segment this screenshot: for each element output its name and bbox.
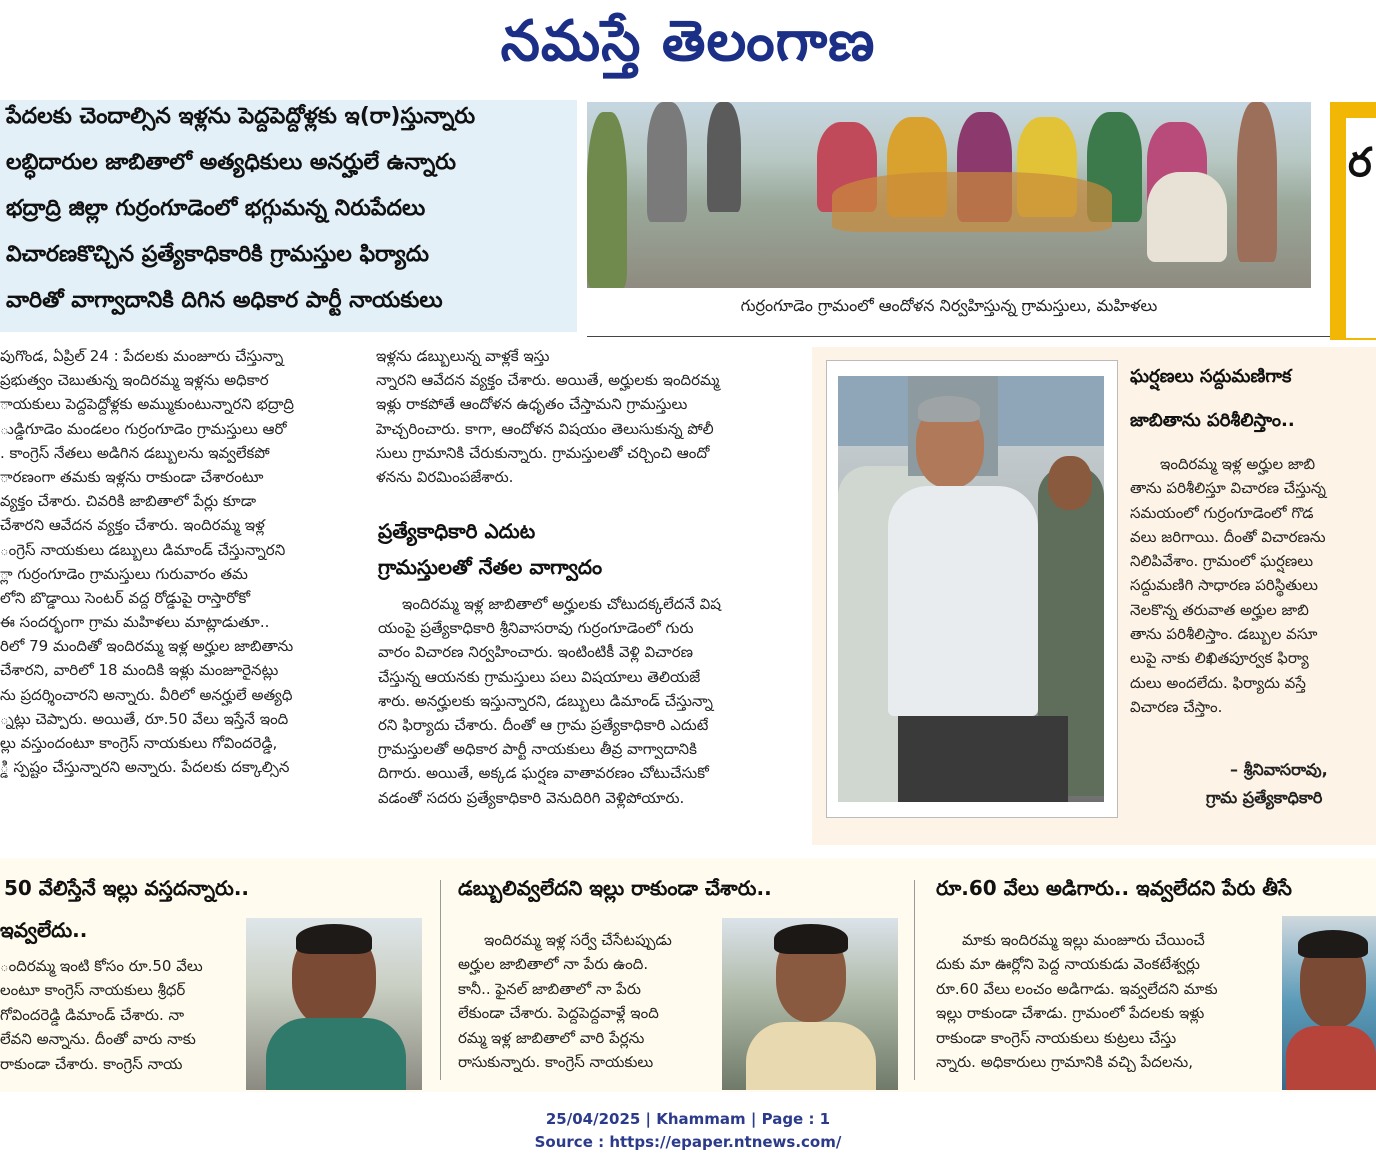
- text-line: లోని బొడ్డాయి సెంటర్ వద్ద రోడ్డుపై రాస్తారోకో: [0, 588, 251, 607]
- text-line: న్నారు. అధికారులు గ్రామానికి వచ్చి పేదలను,: [936, 1052, 1193, 1071]
- text-line: ఇందిరమ్మ ఇళ్ల సర్వే చేసేటప్పుడు: [484, 931, 672, 949]
- headline-2: లబ్ధిదారుల జాబితాలో అత్యధికులు అనర్హులే ఉన్నారు: [6, 150, 456, 175]
- text-line: ారణంగా తమకు ఇళ్లను రాకుండా చేశారంటూ: [0, 467, 264, 486]
- text-line: ఈ సందర్భంగా గ్రామ మహిళలు మాట్లాడుతూ..: [0, 613, 270, 632]
- text-line: శారు. అనర్హులకు ఇస్తున్నారని, డబ్బులు డిమాండ్ చేస్తున్నా: [378, 691, 713, 710]
- subheading-2: గ్రామస్తులతో నేతల వాగ్వాదం: [378, 555, 603, 579]
- text-line: . కాంగ్రెస్ నేతలు అడిగిన డబ్బులను ఇవ్వలేకపో: [0, 443, 270, 462]
- text-line: తాను పరిశీలిస్తాం. డబ్బుల వసూ: [1130, 625, 1318, 644]
- text-line: మాకు ఇందిరమ్మ ఇల్లు మంజూరు చేయించే: [962, 931, 1205, 949]
- article-column-1: [0, 344, 368, 779]
- text-line: ాయకులు పెద్దపెద్దోళ్లకు అమ్ముకుంటున్నారని భద్రాద్రి: [0, 395, 295, 414]
- text-line: లుపై నాకు లిఖితపూర్వక ఫిర్యా: [1130, 649, 1309, 668]
- text-line: సులు గ్రామానికి చేరుకున్నారు. గ్రామస్తులతో చర్చించి ఆందో: [376, 443, 710, 462]
- text-line: ఇల్లు రాకుండా చేశాడు. గ్రామంలో పేదలకు ఇళ్లు: [936, 1004, 1205, 1023]
- promo-text: ర: [1348, 140, 1372, 186]
- signature-name: – శ్రీనివాసరావు,: [1230, 760, 1328, 779]
- protest-photo: [587, 102, 1311, 288]
- headline-3: భద్రాద్రి జిల్లా గుర్రంగూడెంలో భగ్గుమన్న నిరుపేదలు: [6, 196, 426, 221]
- text-line: కానీ.. ఫైనల్ జాబితాలో నా పేరు: [458, 979, 641, 998]
- subheading-1: ప్రత్యేకాధికారి ఎదుట: [378, 519, 536, 543]
- text-line: దులు అందలేదు. ఫిర్యాదు వస్తే: [1130, 673, 1306, 692]
- column-divider: [440, 880, 441, 1080]
- article-column-2: [376, 344, 796, 489]
- headline-5: వారితో వాగ్వాదానికి దిగిన అధికార పార్టీ నాయకులు: [6, 288, 443, 313]
- text-line: రాసుకున్నారు. కాంగ్రెస్ నాయకులు: [458, 1052, 654, 1071]
- text-line: ఇందిరమ్మ ఇళ్ల జాబితాలో అర్హులకు చోటుదక్కలేదనే విష: [402, 595, 721, 613]
- text-line: సద్దుమణిగి సాధారణ పరిస్థితులు: [1130, 576, 1318, 595]
- article-column-2-lower: [378, 592, 796, 810]
- text-line: చేశారని ఆవేదన వ్యక్తం చేశారు. ఇందిరమ్మ ఇళ్ల: [0, 516, 265, 535]
- text-line: వడంతో సదరు ప్రత్యేకాధికారి వెనుదిరిగి వెళ్లిపోయారు.: [378, 788, 685, 807]
- newspaper-logo: నమస్తే తెలంగాణ: [500, 8, 876, 74]
- text-line: రాకుండా చేశారు. కాంగ్రెస్ నాయ: [0, 1054, 183, 1073]
- text-line: దుకు మా ఊర్లోని పెద్ద నాయకుడు వెంకటేశ్వర్లు: [936, 955, 1200, 974]
- quote-b-heading: డబ్బులివ్వలేదని ఇల్లు రాకుండా చేశారు..: [458, 876, 772, 900]
- quote-c-heading: రూ.60 వేలు అడిగారు.. ఇవ్వలేదని పేరు తీసే: [936, 876, 1292, 900]
- text-line: ్నట్లు చెప్పారు. అయితే, రూ.50 వేలు ఇస్తేనే ఇంది: [0, 709, 289, 728]
- woman-photo-a: [246, 918, 422, 1090]
- text-line: ్లా గుర్రంగూడెం గ్రామస్తులు గురువారం తమ: [0, 564, 248, 583]
- quote-c-body: [936, 928, 1280, 1074]
- text-line: లంటూ కాంగ్రెస్ నాయకులు శ్రీధర్: [0, 981, 186, 1000]
- text-line: లేకుండా చేశారు. పెద్దపెద్దవాళ్లే ఇంది: [458, 1004, 659, 1023]
- interview-heading-2: జాబితాను పరిశీలిస్తాం..: [1130, 410, 1295, 431]
- signature-title: గ్రామ ప్రత్యేకాధికారి: [1206, 788, 1323, 807]
- text-line: ను ప్రదర్శించారని అన్నారు. వీరిలో అనర్హులే అత్యధి: [0, 685, 293, 704]
- text-line: ఇళ్లు రాకపోతే ఆందోళన ఉధృతం చేస్తామని గ్రామస్తులు: [376, 395, 688, 414]
- text-line: యంపై ప్రత్యేకాధికారి శ్రీనివాసరావు గుర్రంగూడెంలో గురు: [378, 619, 694, 638]
- text-line: సమయంలో గుర్రంగూడెంలో గొడ: [1130, 503, 1314, 522]
- text-line: రని ఫిర్యాదు చేశారు. దీంతో ఆ గ్రామ ప్రత్యేకాధికారి ఎదుటే: [378, 715, 709, 734]
- text-line: ంగ్రెస్ నాయకులు డబ్బులు డిమాండ్ చేస్తున్నారని: [0, 540, 286, 559]
- text-line: నెలకొన్న తరువాత అర్హుల జాబి: [1130, 600, 1309, 619]
- headline-box: [0, 100, 577, 332]
- quote-a-heading-1: 50 వేలిస్తేనే ఇల్లు వస్తదన్నారు..: [4, 876, 250, 900]
- text-line: రూ.60 వేలు లంచం అడిగాడు. ఇవ్వలేదని మాకు: [936, 979, 1218, 998]
- source-link[interactable]: Source : https://epaper.ntnews.com/: [534, 1133, 842, 1151]
- text-line: దిగారు. అయితే, అక్కడ ఘర్షణ వాతావరణం చోటుచేసుకో: [378, 764, 709, 783]
- text-line: ఇళ్లను డబ్బులున్న వాళ్లకే ఇస్తు: [376, 347, 550, 365]
- text-line: ఇందిరమ్మ ఇళ్ల అర్హుల జాబి: [1160, 455, 1316, 473]
- text-line: ుడ్డిగూడెం మండలం గుర్రంగూడెం గ్రామస్తులు ఆరో: [0, 419, 287, 438]
- quote-a-body: [0, 954, 240, 1076]
- text-line: విచారణ చేస్తాం.: [1130, 697, 1223, 716]
- text-line: ్డి స్పష్టం చేస్తున్నారని అన్నారు. పేదలకు దక్కాల్సిన: [0, 758, 290, 777]
- woman-photo-c: [1282, 916, 1376, 1090]
- text-line: వలు జరిగాయి. దీంతో విచారణను: [1130, 527, 1326, 546]
- text-line: ందిరమ్మ ఇంటి కోసం రూ.50 వేలు: [0, 957, 203, 975]
- text-line: రమ్మ ఇళ్ల జాబితాలో వారి పేర్లను: [458, 1028, 645, 1047]
- text-line: చేస్తున్న ఆయనకు గ్రామస్తులు పలు విషయాలు తెలియజే: [378, 667, 701, 686]
- text-line: ళనను విరమింపజేశారు.: [376, 467, 514, 486]
- protest-photo-caption: గుర్రంగూడెం గ్రామంలో ఆందోళన నిర్వహిస్తున్న గ్రామస్తులు, మహిళలు: [740, 296, 1158, 315]
- text-line: గ్రామస్తులతో అధికార పార్టీ నాయకులు తీవ్ర వాగ్వాదానికి: [378, 740, 697, 759]
- text-line: చేశారని, వారిలో 18 మందికి ఇళ్లు మంజూరైనట్లు: [0, 661, 279, 680]
- divider: [587, 336, 1376, 337]
- column-divider: [914, 880, 915, 1080]
- text-line: రాకుండా కాంగ్రెస్ నాయకులు కుట్రలు చేస్తు: [936, 1028, 1177, 1047]
- text-line: న్నారని ఆవేదన వ్యక్తం చేశారు. అయితే, అర్హులకు ఇందిరమ్మ: [376, 371, 720, 390]
- text-line: వ్యక్తం చేశారు. చివరికి జాబితాలో పేర్లు కూడా: [0, 492, 256, 511]
- text-line: రిలో 79 మందితో ఇందిరమ్మ ఇళ్ల అర్హుల జాబితాను: [0, 637, 294, 656]
- text-line: ప్రభుత్వం చెబుతున్న ఇందిరమ్మ ఇళ్లను అధికార: [0, 371, 269, 390]
- quote-a-heading-2: ఇవ్వలేదు..: [0, 918, 88, 942]
- text-line: పుగొండ, ఏప్రిల్ 24 : పేదలకు మంజూరు చేస్తున్నా: [0, 347, 284, 365]
- masthead: [0, 0, 1376, 92]
- officer-photo: [838, 376, 1104, 802]
- text-line: తాను పరిశీలిస్తూ విచారణ చేస్తున్న: [1130, 479, 1326, 498]
- headline-4: విచారణకొచ్చిన ప్రత్యేకాధికారికి గ్రామస్తుల ఫిర్యాదు: [6, 242, 429, 267]
- text-line: గోవిందరెడ్డి డిమాండ్ చేశారు. నా: [0, 1005, 185, 1024]
- text-line: నిలిపివేశాం. గ్రామంలో ఘర్షణలు: [1130, 552, 1314, 571]
- interview-body: [1130, 452, 1326, 719]
- interview-heading-1: ఘర్షణలు సద్దుమణిగాక: [1130, 366, 1292, 387]
- text-line: ల్లు వస్తుందంటూ కాంగ్రెస్ నాయకులు గోవిందరెడ్డి,: [0, 734, 278, 752]
- text-line: లేవని అన్నాను. దీంతో వారు నాకు: [0, 1030, 196, 1049]
- text-line: హెచ్చరించారు. కాగా, ఆందోళన విషయం తెలుసుకున్న పోలీ: [376, 419, 714, 438]
- woman-photo-b: [722, 918, 898, 1090]
- quote-b-body: [458, 928, 720, 1074]
- headline-1: పేదలకు చెందాల్సిన ఇళ్లను పెద్దపెద్దోళ్లకు ఇ(రా)స్తున్నారు: [6, 104, 476, 129]
- text-line: వారం విచారణ నిర్వహించారు. ఇంటింటికీ వెళ్లి విచారణ: [378, 643, 694, 662]
- edition-info: 25/04/2025 | Khammam | Page : 1: [545, 1110, 831, 1128]
- text-line: అర్హుల జాబితాలో నా పేరు ఉంది.: [458, 955, 649, 974]
